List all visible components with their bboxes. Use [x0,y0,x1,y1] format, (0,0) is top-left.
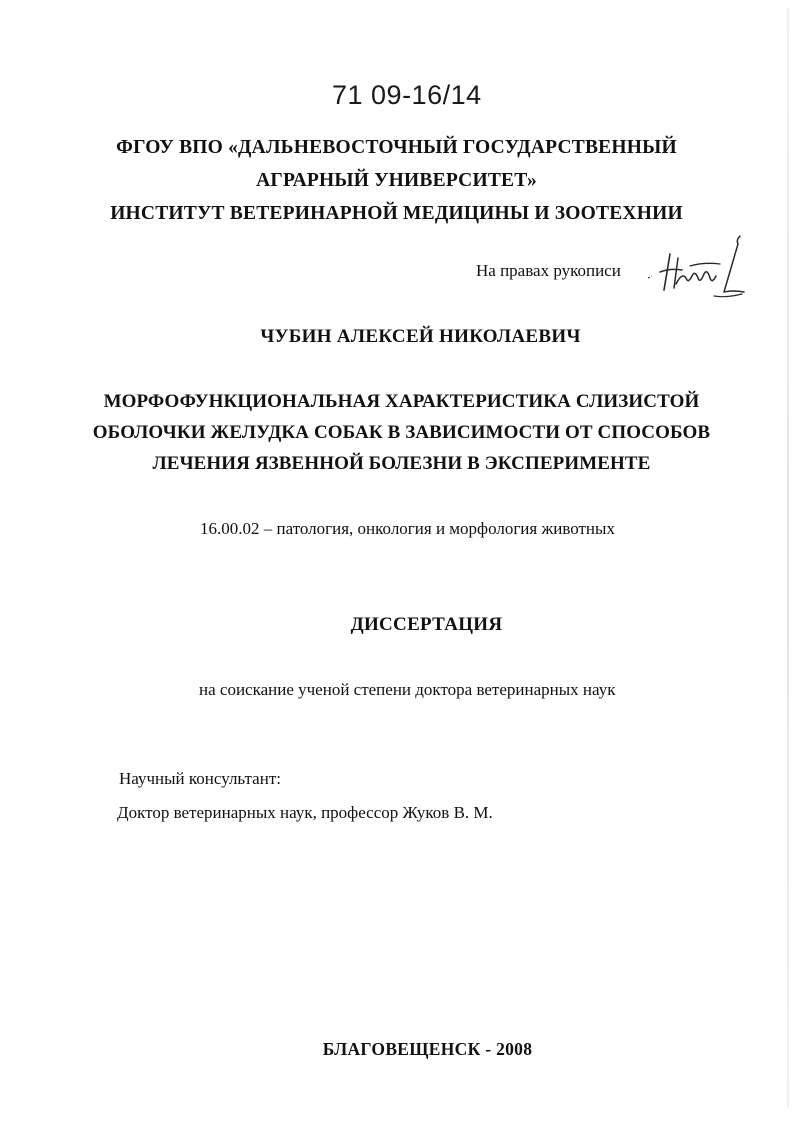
author-signature [640,232,758,302]
title-line-1: МОРФОФУНКЦИОНАЛЬНАЯ ХАРАКТЕРИСТИКА СЛИЗИСТОЙ [103,391,700,412]
organization-line-2: АГРАРНЫЙ УНИВЕРСИТЕТ» [256,170,537,191]
manuscript-rights-note: На правах рукописи [476,261,621,280]
title-line-2: ОБОЛОЧКИ ЖЕЛУДКА СОБАК В ЗАВИСИМОСТИ ОТ СПОСОБОВ [92,422,711,443]
organization-line-3: ИНСТИТУТ ВЕТЕРИНАРНОЙ МЕДИЦИНЫ И ЗООТЕХНИИ [110,203,683,224]
consultant-label: Научный консультант: [119,769,281,788]
archive-stamp-number: 71 09-16/14 [332,80,482,110]
specialty-code: 16.00.02 – патология, онкология и морфология животных [200,519,615,538]
author-name: ЧУБИН АЛЕКСЕЙ НИКОЛАЕВИЧ [260,326,581,347]
dissertation-title [0,386,793,479]
city-year: БЛАГОВЕЩЕНСК - 2008 [322,1039,533,1059]
organization-header [0,131,793,230]
organization-line-1: ФГОУ ВПО «ДАЛЬНЕВОСТОЧНЫЙ ГОСУДАРСТВЕННЫЙ [116,137,677,158]
document-type: ДИССЕРТАЦИЯ [350,614,503,635]
consultant-name: Доктор ветеринарных наук, профессор Жуков В. М. [117,803,493,822]
title-line-3: ЛЕЧЕНИЯ ЯЗВЕННОЙ БОЛЕЗНИ В ЭКСПЕРИМЕНТЕ [152,453,651,474]
degree-statement: на соискание ученой степени доктора ветеринарных наук [199,680,616,699]
